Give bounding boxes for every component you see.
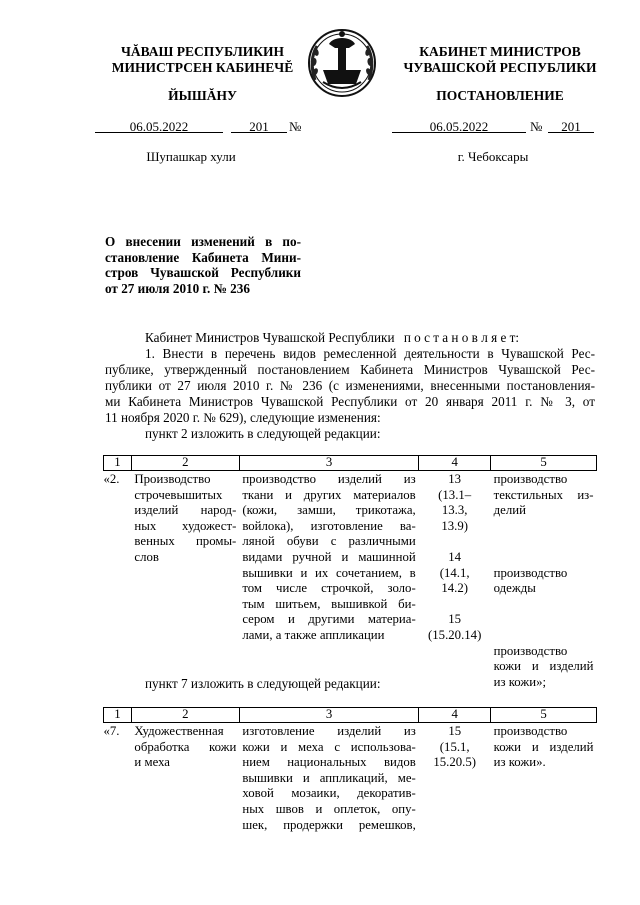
desc-line: видами ручной и машинной	[242, 549, 416, 564]
header-right-line1: КАБИНЕТ МИНИСТРОВ	[419, 44, 581, 59]
code-sub: 15.20.5)	[433, 755, 477, 770]
row-activities	[491, 471, 597, 691]
name-line: обработка кожи	[134, 739, 237, 754]
code-sub: (13.1–	[438, 487, 472, 502]
table-row	[104, 471, 597, 691]
table-p7	[103, 707, 597, 833]
left-number: 201	[249, 119, 269, 134]
header-right-doctype: ПОСТАНОВЛЕНИЕ	[436, 88, 564, 103]
title-line: становление Кабинета Мини-	[105, 249, 301, 265]
header-cell: 5	[491, 456, 597, 471]
desc-line: нием национальных видов	[242, 755, 416, 770]
right-number-line	[548, 132, 594, 133]
left-date: 06.05.2022	[129, 119, 189, 134]
activity-line: кожи и изделий	[493, 659, 594, 674]
activity-line: производство	[493, 724, 568, 738]
table-header-row	[104, 456, 597, 471]
name-line: Производство	[134, 472, 211, 486]
right-date: 06.05.2022	[429, 119, 489, 134]
code-sub: (15.20.14)	[428, 627, 482, 642]
desc-line: (кожи, замши, трикотажа,	[242, 503, 416, 518]
header-cell: 2	[131, 456, 239, 471]
header-cell: 4	[419, 456, 491, 471]
para1-line: публике, утвержденный постановлением Кабинета Министров Чувашской Рес-	[105, 362, 595, 377]
row-activities	[491, 723, 597, 834]
header-cell: 3	[239, 456, 418, 471]
code: 15	[448, 724, 462, 738]
code: 15	[448, 612, 462, 627]
activity-line: производство	[493, 472, 568, 486]
left-city: Шупашкар хули	[146, 149, 236, 164]
desc-line: ляной обуви с различными	[242, 534, 416, 549]
name-line: ных художест-	[134, 518, 237, 533]
desc-line: войлока), изготовление ва-	[242, 518, 416, 533]
table-header-row	[104, 708, 597, 723]
desc-line: лами, а также аппликации	[242, 627, 385, 642]
row-name	[131, 471, 239, 691]
desc-line: изготовление изделий из	[242, 724, 416, 738]
activity-line: производство	[493, 643, 568, 658]
desc-line: вышивки и аппликаций, ме-	[242, 770, 416, 785]
activity-line: из кожи».	[493, 755, 546, 770]
title-line: стров Чувашской Республики	[105, 265, 301, 281]
para1-line: публики от 27 июля 2010 г. № 236 (с изменениями, внесенными постановления-	[105, 378, 595, 393]
name-line: Художественная	[134, 724, 224, 738]
document-title	[105, 234, 301, 296]
header-left-line2: МИНИСТРСЕН КАБИНЕЧĔ	[111, 60, 294, 75]
left-date-line	[95, 132, 223, 133]
code-sub: (14.1,	[439, 565, 470, 580]
desc-line: вышивки и их сочетанием, в	[242, 565, 416, 580]
code-sub: 14.2)	[441, 581, 468, 596]
right-no-sign: №	[530, 119, 543, 134]
p7-instruction: пункт 7 изложить в следующей редакции:	[145, 676, 381, 691]
header-left-org	[80, 44, 325, 76]
header-cell: 5	[491, 708, 597, 723]
code-sub: 13.9)	[441, 518, 468, 533]
preamble-verb: п о с т а н о в л я е т:	[403, 330, 520, 345]
desc-line: производство изделий из	[242, 472, 416, 486]
code: 13	[448, 472, 462, 486]
activity-line: кожи и изделий	[493, 739, 594, 754]
row-description	[239, 723, 418, 834]
code-sub: 13.3,	[441, 503, 468, 518]
table-p2	[103, 455, 597, 690]
desc-line: ховой мозаики, декоратив-	[242, 786, 416, 801]
header-right-line2: ЧУВАШСКОЙ РЕСПУБЛИКИ	[403, 60, 597, 75]
name-line: слов	[134, 549, 159, 564]
desc-line: тым шитьем, вышивкой би-	[242, 596, 416, 611]
activity-line: текстильных из-	[493, 487, 594, 502]
row-codes	[419, 723, 491, 834]
header-cell: 1	[104, 456, 132, 471]
header-cell: 1	[104, 708, 132, 723]
left-number-line	[231, 132, 287, 133]
row-description	[239, 471, 418, 691]
name-line: и меха	[134, 755, 170, 770]
table-row	[104, 723, 597, 834]
header-left-line1: ЧĂВАШ РЕСПУБЛИКИН	[120, 44, 285, 59]
right-city: г. Чебоксары	[457, 149, 529, 164]
title-line: О внесении изменений в по-	[105, 234, 301, 249]
desc-line: сером и другими материа-	[242, 612, 416, 627]
header-cell: 3	[239, 708, 418, 723]
p2-instruction: пункт 2 изложить в следующей редакции:	[145, 426, 381, 441]
name-line: строчевышитых	[134, 487, 223, 502]
code-sub: (15.1,	[439, 739, 470, 754]
name-line: изделий народ-	[134, 503, 237, 518]
desc-line: кожи и меха с использова-	[242, 739, 416, 754]
header-left-doctype: ЙЫШĂНУ	[168, 88, 237, 103]
activity-line: делий	[493, 503, 526, 518]
activity-line: производство	[493, 565, 568, 580]
right-number: 201	[561, 119, 581, 134]
row-codes	[419, 471, 491, 691]
row-name	[131, 723, 239, 834]
header-cell: 2	[131, 708, 239, 723]
para1-line: ми Кабинета Министров Чувашской Республики от 20 января 2011 г. № 3, от	[105, 394, 595, 409]
code: 14	[448, 549, 462, 564]
name-line: венных промы-	[134, 534, 237, 549]
desc-line: ных швов и оплеток, опу-	[242, 801, 416, 816]
right-date-line	[392, 132, 526, 133]
desc-line: ткани и других материалов	[242, 487, 416, 502]
para1-line: 1. Внести в перечень видов ремесленной деятельности в Чувашской Рес-	[145, 346, 595, 361]
row-number: «2.	[103, 472, 120, 486]
title-line: от 27 июля 2010 г. № 236	[105, 280, 250, 296]
left-no-sign: №	[289, 119, 302, 134]
para1-line: 11 ноября 2020 г. № 629), следующие изменения:	[105, 410, 381, 425]
preamble-start: Кабинет Министров Чувашской Республики	[145, 330, 395, 345]
chuvashia-emblem-icon	[301, 22, 383, 104]
desc-line: том числе строчкой, золо-	[242, 581, 416, 596]
preamble	[145, 330, 595, 346]
activity-line: из кожи»;	[493, 674, 547, 689]
paragraph-1	[105, 346, 595, 442]
desc-line: шек, продержки ремешков,	[242, 817, 416, 832]
activity-line: одежды	[493, 581, 536, 596]
header-right-org	[385, 44, 615, 76]
row-number: «7.	[103, 724, 120, 738]
header-cell: 4	[419, 708, 491, 723]
